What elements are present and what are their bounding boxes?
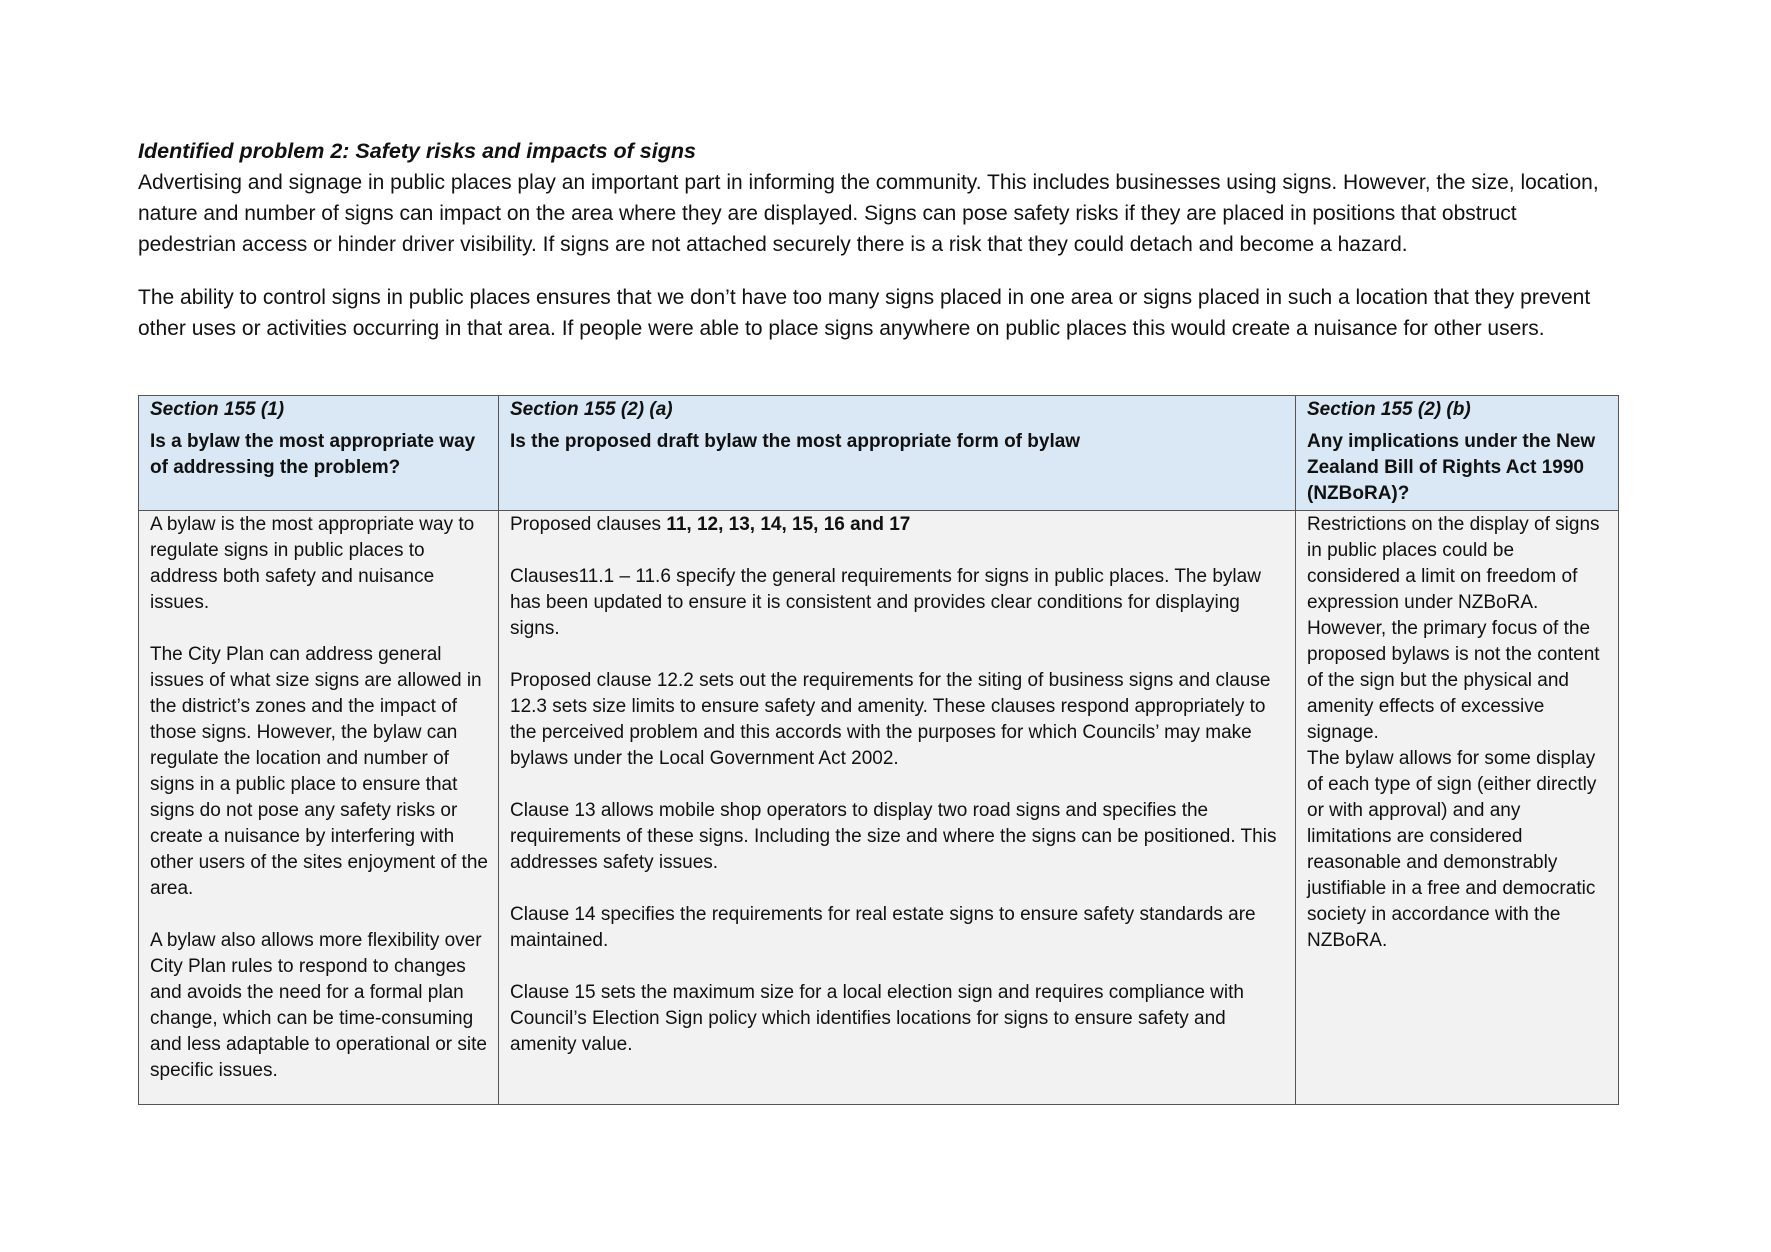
header-section-155-2b (1296, 396, 1619, 511)
proposed-clauses-list: 11, 12, 13, 14, 15, 16 and 17 (666, 514, 911, 535)
problem-heading: Identified problem 2: Safety risks and impacts of signs (138, 139, 696, 163)
header-section-155-1 (139, 396, 499, 511)
cell-paragraph: The City Plan can address general issues of what size signs are allowed in the district’s zones and the impact of those signs. However, the bylaw can regulate the location and number of signs in a public place to ensure that signs do not pose any safety risks or create a nuisance by interfering with other users of the sites enjoyment of the area. (150, 644, 488, 899)
intro-section (138, 136, 1618, 344)
section-reference: Section 155 (1) (150, 399, 285, 420)
cell-paragraph: A bylaw is the most appropriate way to regulate signs in public places to address both safety and nuisance issues. (150, 514, 475, 613)
cell-paragraph: Proposed clause 12.2 sets out the requirements for the siting of business signs and clause 12.3 sets size limits to ensure safety and amenity. These clauses respond appropriately to the perceived problem and this accords with the purposes for which Councils’ may make bylaws under the Local Government Act 2002. (510, 670, 1271, 769)
cell-nzbora-implications (1296, 511, 1619, 1105)
cell-paragraph: Restrictions on the display of signs in public places could be considered a limit on freedom of expression under NZBoRA. However, the primary focus of the proposed bylaws is not the content of the sign but the physical and amenity effects of excessive signage. (1307, 514, 1600, 743)
cell-paragraph: A bylaw also allows more flexibility over City Plan rules to respond to changes and avoids the need for a formal plan change, which can be time-consuming and less adaptable to operational or site specific issues. (150, 930, 487, 1081)
cell-paragraph: Clause 13 allows mobile shop operators to display two road signs and specifies the requirements of these signs. Including the size and where the signs can be positioned. This addresses safety issues. (510, 800, 1277, 873)
intro-paragraph-1: Advertising and signage in public places play an important part in informing the community. This includes businesses using signs. However, the size, location, nature and number of signs can impact on the area where they are displayed. Signs can pose safety risks if they are placed in positions that obstruct pedestrian access or hinder driver visibility. If signs are not attached securely there is a risk that they could detach and become a hazard. (138, 171, 1599, 256)
proposed-clauses-line (510, 512, 1285, 538)
header-section-155-2a (499, 396, 1296, 511)
cell-paragraph: Clauses11.1 – 11.6 specify the general requirements for signs in public places. The bylaw has been updated to ensure it is consistent and provides clear conditions for displaying signs. (510, 566, 1261, 639)
table-header-row (139, 396, 1619, 511)
cell-paragraph: Clause 14 specifies the requirements for real estate signs to ensure safety standards are maintained. (510, 904, 1256, 951)
proposed-clauses-prefix: Proposed clauses (510, 514, 667, 535)
section-question: Is the proposed draft bylaw the most appropriate form of bylaw (510, 431, 1081, 452)
cell-bylaw-appropriateness (139, 511, 499, 1105)
intro-paragraph-2: The ability to control signs in public places ensures that we don’t have too many signs placed in one area or signs placed in such a location that they prevent other uses or activities occurring in that area. If people were able to place signs anywhere on public places this would create a nuisance for other users. (138, 286, 1591, 340)
section-question: Any implications under the New Zealand Bill of Rights Act 1990 (NZBoRA)? (1307, 431, 1596, 504)
cell-paragraph: Clause 15 sets the maximum size for a local election sign and requires compliance with Council’s Election Sign policy which identifies locations for signs to ensure safety and amenity value. (510, 982, 1244, 1055)
cell-paragraph: The bylaw allows for some display of each type of sign (either directly or with approval) and any limitations are considered reasonable and demonstrably justifiable in a free and democratic society in accordance with the NZBoRA. (1307, 748, 1597, 951)
cell-proposed-bylaw-form (499, 511, 1296, 1105)
analysis-table (138, 395, 1619, 1105)
section-reference: Section 155 (2) (b) (1307, 399, 1471, 420)
section-reference: Section 155 (2) (a) (510, 399, 673, 420)
section-question: Is a bylaw the most appropriate way of addressing the problem? (150, 431, 476, 478)
table-row (139, 511, 1619, 1105)
